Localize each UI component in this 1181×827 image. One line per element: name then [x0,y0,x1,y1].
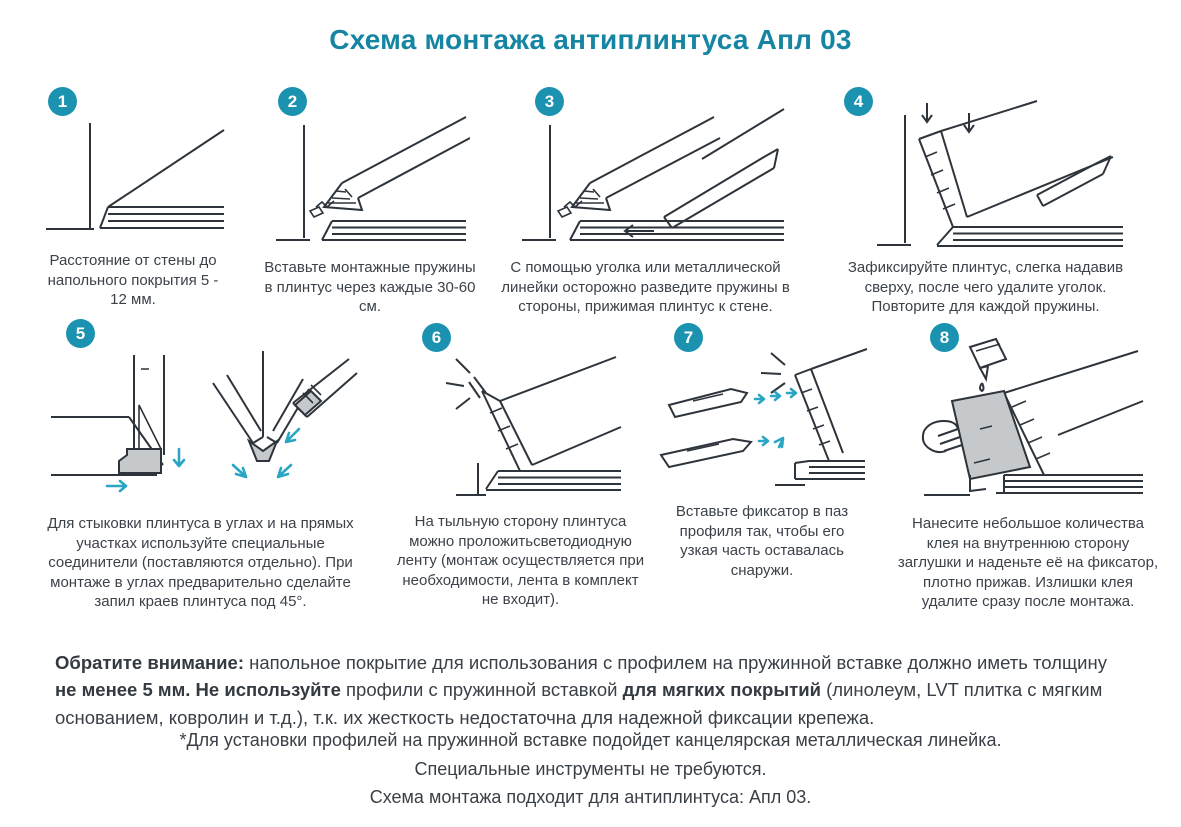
arrow-down-left-icon [286,429,299,442]
step-3-badge: 3 [535,87,564,116]
step-7-badge: 7 [674,323,703,352]
skirting-profile-outline [795,369,843,461]
step-2-caption: Вставьте монтажные пружины в плинтус через каждые 30-60 см. [264,259,476,315]
note-text-3: (линолеум, LVT плитка с мягким основанием, ковролин и т.д.), т.к. их жесткость недостаточна для надежной фиксации крепежа. [55,679,1103,728]
step-8-badge: 8 [930,323,959,352]
upper-profile-piece [293,359,357,417]
arrows-small-teal-icon [759,437,783,447]
metal-ruler-icon [1037,156,1111,206]
panel-bottom-edge [1058,401,1143,435]
panel-top-edge [811,349,867,369]
step-1-diagram wall-floor-gap-icon [38,117,228,242]
arrow-down-icon [174,449,184,466]
corner-connector [249,441,277,461]
panel-top-edge [941,101,1037,131]
step-3-caption: С помощью уголка или металлической линейки осторожно разведите пружины в стороны, прижимая плинтус к стене. [501,259,790,315]
skirting-profile-outline [919,131,967,227]
step-4-diagram press-fix-icon [841,99,1131,249]
attention-note [55,649,1133,732]
step-2 [250,85,490,317]
step-5 [28,315,373,612]
step-6-badge: 6 [422,323,451,352]
arrows-right-icon [755,389,796,403]
step-1 [28,85,238,310]
light-rays-icon [761,353,785,393]
step-8 [878,315,1178,612]
step-7-caption: Вставьте фиксатор в паз профиля так, чтобы его узкая часть оставалась снаружи. [675,503,849,579]
metal-ruler-icon [664,149,778,228]
note-bold-2: не менее 5 мм. Не используйте [55,679,347,700]
fixator-lower [661,439,751,467]
step-5-diagram corner-connector-icon [41,345,361,505]
step-5-caption: Для стыковки плинтуса в углах и на прямых участках используйте специальные соединители (поставляются отдельно). При монтаже в углах предварительно сделайте запил краев плинтуса под 45°. [47,515,354,610]
note-text-1: напольное покрытие для использования с профилем на пружинной вставке должно иметь толщину [249,651,1107,673]
step-7 [652,315,872,580]
step-6-diagram led-strip-icon [416,343,626,503]
step-7-diagram fixator-insert-icon [655,343,870,493]
compatibility-line: Схема монтажа подходит для антиплинтуса: Апл 03. [369,787,812,807]
arrow-down-left-icon-2 [278,465,291,477]
fixator-upper [669,389,747,417]
down-arrows-icon [922,103,974,132]
panel-bottom-edge [532,427,621,465]
step-4 [818,85,1153,317]
note-text-2: профили с пружинной вставкой [346,679,623,700]
footnote [0,726,1181,784]
step-8-caption: Нанесите небольшое количества клея на внутреннюю сторону заглушки и наденьте её на фиксатор, плотно прижав. Излишки клея удалите сразу после монтажа. [897,515,1159,610]
glue-drop-icon [980,383,984,391]
light-rays-icon [446,359,470,409]
straight-connector [119,449,161,473]
footnote-line-2: Специальные инструменты не требуются. [414,759,767,779]
glue-bottle-icon [970,339,1006,391]
skirting-profile-outline [324,117,470,210]
step-6 [378,315,663,610]
note-bold-1: Обратите внимание: [55,651,250,673]
step-1-badge: 1 [48,87,77,116]
step-4-caption: Зафиксируйте плинтус, слегка надавив сверху, после чего удалите уголок. Повторите для каждой пружины. [847,259,1124,315]
panel-top-edge [500,357,616,401]
footnote-line-1: *Для установки профилей на пружинной вставке подойдет канцелярская металлическая линейка. [179,730,1002,750]
panel-top-edge [1004,351,1138,393]
step-3-diagram ruler-spread-icon [506,99,786,249]
step-2-diagram spring-insert-icon [270,99,470,249]
arrow-down-right-icon [233,465,246,477]
mounting-spring-icon [558,201,582,217]
mounting-spring-icon [310,201,334,217]
step-8-diagram glue-endcap-icon [908,335,1148,505]
step-1-caption: Расстояние от стены до напольного покрытия 5 - 12 мм. [47,252,219,308]
arrow-right-icon [107,481,126,491]
skirting-profile-outline [482,391,532,471]
step-5-badge: 5 [66,319,95,348]
step-3 [478,85,813,317]
step-2-badge: 2 [278,87,307,116]
note-bold-3: для мягких покрытий [622,679,827,700]
step-6-caption: На тыльную сторону плинтуса можно проложитьсветодиодную ленту (монтаж осуществляется при необходимости, лента в комплект не входит). [396,513,645,608]
step-4-badge: 4 [844,87,873,116]
page-title: Схема монтажа антиплинтуса Апл 03 [329,24,852,55]
hand-icon [923,421,962,452]
